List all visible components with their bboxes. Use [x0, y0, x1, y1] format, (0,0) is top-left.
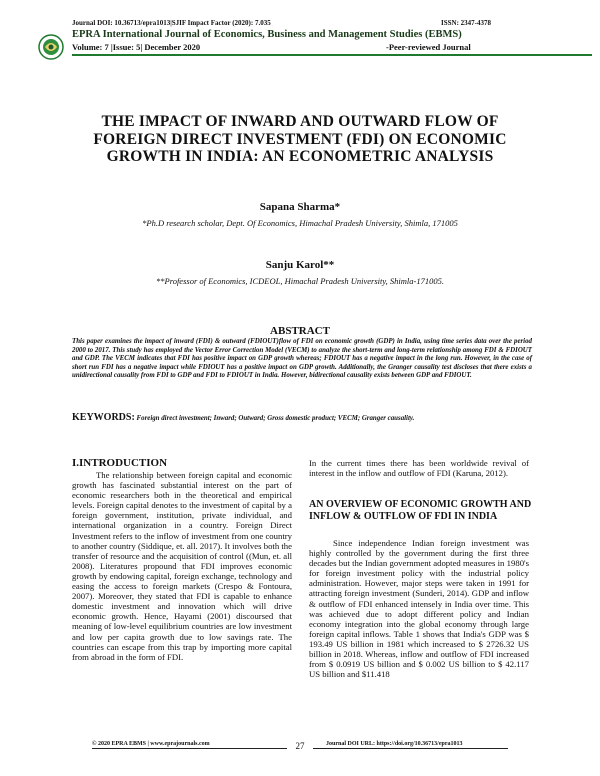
- header-divider: [72, 54, 592, 56]
- keywords-label: KEYWORDS:: [72, 412, 135, 423]
- overview-heading: AN OVERVIEW OF ECONOMIC GROWTH AND INFLOW & OUTFLOW OF FDI IN INDIA: [309, 499, 532, 522]
- right-column-intro: [309, 458, 529, 478]
- author-2: Sanju Karol**: [265, 259, 335, 271]
- keywords: [72, 412, 552, 423]
- journal-logo-icon: [38, 34, 64, 60]
- issn: ISSN: 2347-4378: [441, 19, 491, 27]
- page-number: 27: [295, 741, 305, 751]
- journal-doi: Journal DOI: 10.36713/epra1013|SJIF Impact Factor (2020): 7.035: [72, 19, 271, 27]
- paragraph: In the current times there has been worldwide revival of interest in the inflow and outflow of FDI (Karuna, 2012).: [309, 458, 529, 479]
- footer-doi-url: Journal DOI URL: https://doi.org/10.36713/epra1013: [326, 741, 463, 747]
- title-line: GROWTH IN INDIA: AN ECONOMETRIC ANALYSIS: [106, 148, 494, 165]
- peer-reviewed-label: -Peer-reviewed Journal: [386, 42, 471, 52]
- footer-rule-left: [92, 748, 287, 749]
- keywords-text: Foreign direct investment; Inward; Outward; Gross domestic product; VECM; Granger causality.: [136, 415, 415, 422]
- footer-rule-right: [313, 748, 508, 749]
- journal-doi-line: [72, 19, 592, 27]
- overview-body: [309, 538, 529, 679]
- paper-title: [40, 113, 560, 166]
- title-line: THE IMPACT OF INWARD AND OUTWARD FLOW OF: [101, 113, 499, 130]
- abstract-heading: ABSTRACT: [270, 325, 330, 337]
- author-1-affiliation: *Ph.D research scholar, Dept. Of Economics, Himachal Pradesh University, Shimla, 171005: [142, 218, 458, 228]
- paragraph: Since independence Indian foreign investment was highly controlled by the government during the first three decades but the Indian government adopted measures in 1980's for foreign investment policy with the industrial policy administration. However, major steps were taken in 1991 for attracting foreign investment (Sunderi, 2014). GDP and inflow & outflow of FDI enhanced intensely in India over time. This was achieved due to adopt different policy and Indian economy integration into the global economy through large foreign capital inflows. Table 1 shows that India's GDP was $ 193.49 US billion in 1981 which increased to $ 2726.32 US billion in 2018. Whereas, inflow and outflow of FDI increased from $ 0.0919 US billion and $ 0.002 US billion to $ 42.117 US billion and $11.418: [309, 538, 529, 680]
- volume-issue: Volume: 7 |Issue: 5| December 2020: [72, 42, 201, 52]
- introduction-body: [72, 470, 292, 662]
- title-line: FOREIGN DIRECT INVESTMENT (FDI) ON ECONOMIC: [93, 130, 507, 148]
- journal-name: EPRA International Journal of Economics, Business and Management Studies (EBMS): [72, 29, 462, 40]
- author-1: Sapana Sharma*: [259, 201, 341, 213]
- footer-publisher: © 2020 EPRA EBMS | www.eprajournals.com: [92, 741, 210, 747]
- abstract-text: This paper examines the impact of inward (FDI) & outward (FDIOUT)flow of FDI on economic growth (GDP) in India, using time series data over the period 2000 to 2017. This study has employed the Vector Error Correction Model (VECM) to analyze the short-term and long-term relationship among FDI & FDIOUT and GDP. The VECM indicates that FDI has positive impact on GDP growth whereas; FDIOUT has a negative impact in the long run. However, in the case of short run FDI has a negative impact while FDIOUT has a positive impact on GDP growth. Additionally, the Granger causality test discloses that there exists a unidirectional causality from FDI to GDP and FDI to FDIOUT in India. However, bidirectional causality exists between GDP and FDIOUT.: [72, 338, 532, 380]
- paragraph: The relationship between foreign capital and economic growth has fascinated substantial interest on the part of economic researchers both in the theoretical and empirical levels. Foreign capital denotes to the investment of capital by a foreign government, institution, private individual, and international organization in a country. Foreign Direct Investment refers to the inflow of investment from one country to another country (Siddique, et. all. 2017). It involves both the transfer of resource and the acquisition of control ((Mun, et. all 2008). Literatures propound that FDI improves economic growth by endowing capital, foreign exchange, technology and easing the access to foreign markets (Crespo & Fontoura, 2007). Moreover, they stated that FDI is capable to enhance domestic investment and innovation which will drive economic growth. Hence, Hayami (2001) discoursed that meaning of low-level equilibrium countries are low investment and low per capita growth due to low savings rate. The countries can escape from this trap by importing more capital from abroad in the form of FDI.: [72, 470, 292, 662]
- introduction-heading: I.INTRODUCTION: [72, 457, 168, 469]
- author-2-affiliation: **Professor of Economics, ICDEOL, Himachal Pradesh University, Shimla-171005.: [156, 276, 444, 286]
